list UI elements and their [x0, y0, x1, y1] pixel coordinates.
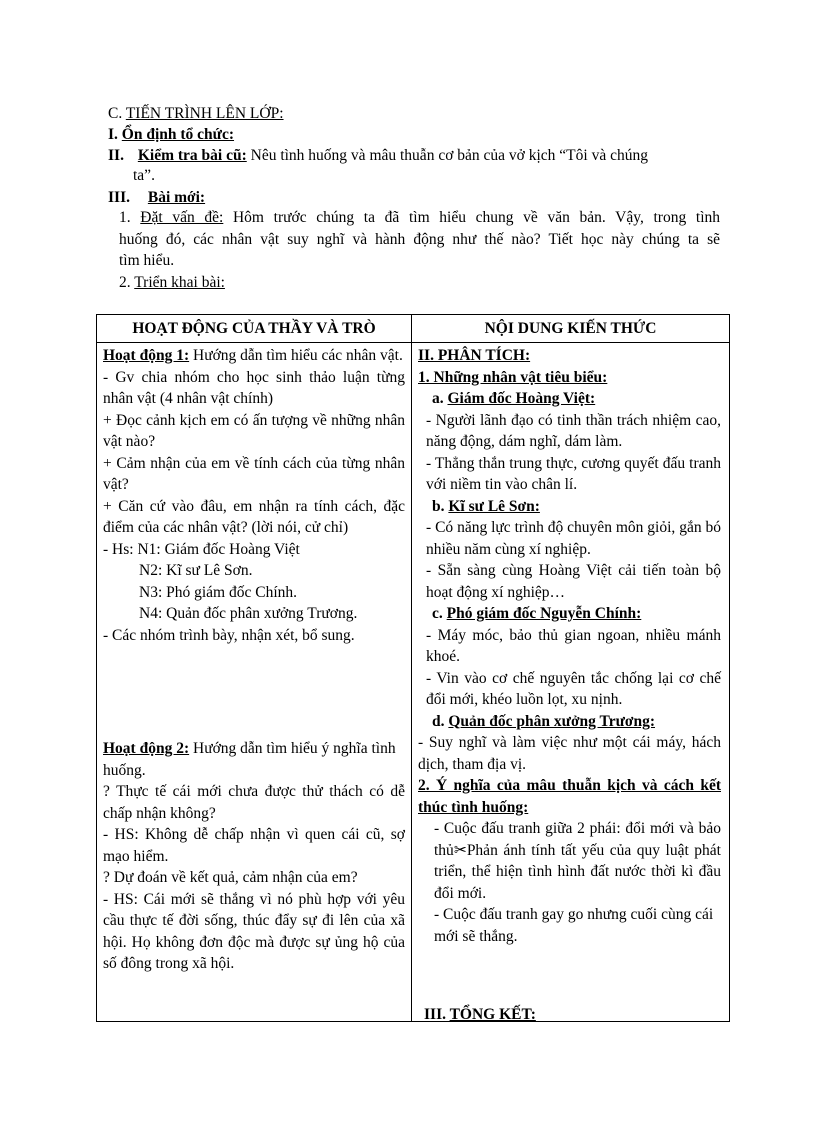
- item-1: [108, 126, 234, 144]
- left-line-6: N2: Kĩ sư Lê Sơn.: [139, 562, 253, 579]
- subsection-characters: 1. Những nhân vật tiêu biểu:: [418, 368, 608, 386]
- char-a-line-1: - Người lãnh đạo có tinh thần trách nhiệm cao, năng động, dám nghĩ, dám làm.: [426, 411, 721, 450]
- char-b-title: Kĩ sư Lê Sơn:: [448, 497, 540, 515]
- item-2-text-cont: ta”.: [133, 167, 155, 184]
- activity-2-text: Hướng dẫn tìm hiểu ý nghĩa tình huống.: [103, 740, 396, 779]
- char-d-title: Quản đốc phân xưởng Trương:: [448, 712, 655, 730]
- char-b-heading: [418, 496, 721, 518]
- lesson-table: [96, 314, 730, 1022]
- summary-num: III.: [424, 1006, 446, 1023]
- deploy-title: Triển khai bài:: [134, 274, 225, 291]
- activity-1-title: Hoạt động 1:: [103, 347, 190, 364]
- left-line-5: - Hs: N1: Giám đốc Hoàng Việt: [103, 540, 300, 558]
- char-b-label: b.: [432, 497, 445, 515]
- item-1-title: Ổn định tổ chức:: [121, 126, 235, 143]
- char-d-line-1: - Suy nghĩ và làm việc như một cái máy, hách dịch, tham địa vị.: [418, 734, 721, 773]
- char-c-title: Phó giám đốc Nguyễn Chính:: [446, 605, 642, 622]
- activity-1: [103, 345, 405, 367]
- table-header-row: [97, 315, 730, 343]
- intro-line-2: huống đó, các nhân vật suy nghĩ và hành động như thế nào? Tiết học này chúng ta sẽ: [119, 231, 720, 248]
- table-body-row: [97, 343, 730, 1022]
- summary-title: TỔNG KẾT:: [449, 1006, 536, 1023]
- item-3: [108, 189, 205, 207]
- section-summary: [418, 1004, 721, 1026]
- left-line-8: N4: Quản đốc phân xưởng Trương.: [139, 605, 358, 622]
- intro-line-3: tìm hiểu.: [119, 252, 175, 269]
- meaning-text-1b: Phản ánh tính tất yếu của quy luật phát triển, thể hiện tình hình đất nước thời kì đầu đổi mới.: [434, 841, 721, 902]
- activities-cell: [97, 343, 412, 1022]
- left-line-10: ? Thực tế cái mới chưa được thử thách có dễ chấp nhận không?: [103, 783, 405, 822]
- item-2-text: Nêu tình huống và mâu thuẫn cơ bản của vở kịch “Tôi và chúng: [246, 147, 648, 164]
- left-line-1: - Gv chia nhóm cho học sinh thảo luận từng nhân vật (4 nhân vật chính): [103, 368, 405, 407]
- intro-num: 1.: [119, 209, 141, 226]
- char-a-label: a.: [432, 390, 444, 407]
- section-c-title: TIẾN TRÌNH LÊN LỚP:: [125, 105, 284, 122]
- item-1-num: I.: [108, 126, 122, 143]
- content-cell: [412, 343, 730, 1022]
- char-c-heading: [418, 603, 721, 625]
- char-b-line-2: - Sẵn sàng cùng Hoàng Việt cải tiến toàn bộ hoạt động xí nghiệp…: [426, 562, 721, 601]
- intro-line-1: [119, 209, 720, 227]
- header-activities: HOẠT ĐỘNG CỦA THẦY VÀ TRÒ: [97, 315, 412, 343]
- item-2: [108, 147, 648, 165]
- char-a-title: Giám đốc Hoàng Việt:: [447, 390, 596, 407]
- char-c-line-1: - Máy móc, bảo thủ gian ngoan, nhiều mánh khoé.: [426, 626, 721, 665]
- intro-title: Đặt vấn đề:: [140, 209, 224, 226]
- char-b-line-1: - Có năng lực trình độ chuyên môn giỏi, gắn bó nhiều năm cùng xí nghiệp.: [426, 519, 721, 558]
- header-content: NỘI DUNG KIẾN THỨC: [412, 315, 730, 343]
- subsection-meaning: 2. Ý nghĩa của mâu thuẫn kịch và cách kết thúc tình huống:: [418, 777, 721, 816]
- left-line-7: N3: Phó giám đốc Chính.: [139, 583, 298, 601]
- deploy-heading: [119, 274, 225, 292]
- char-d-heading: [418, 711, 721, 733]
- left-line-2: + Đọc cảnh kịch em có ấn tượng về những nhân vật nào?: [103, 411, 405, 450]
- scissors-icon: ✂: [453, 841, 467, 859]
- meaning-line-1: [418, 818, 721, 904]
- char-d-label: d.: [432, 712, 445, 730]
- item-2-num: II.: [108, 147, 124, 164]
- activity-1-text: Hướng dẫn tìm hiểu các nhân vật.: [189, 347, 403, 364]
- intro-text-1: Hôm trước chúng ta đã tìm hiểu chung về văn bản. Vậy, trong tình: [223, 209, 721, 226]
- left-line-13: - HS: Cái mới sẽ thắng vì nó phù hợp với yêu cầu thực tế đời sống, thúc đẩy sự đi lên của xã hội. Họ không đơn độc mà được sự ủng hộ của số đông trong xã hội.: [103, 890, 405, 972]
- char-c-label: c.: [432, 605, 443, 622]
- item-2-title: Kiểm tra bài cũ:: [137, 147, 247, 164]
- meaning-text-1: - Cuộc đấu tranh giữa 2 phái: đổi mới và bảo thủ: [434, 820, 721, 859]
- left-line-12: ? Dự đoán về kết quả, cảm nhận của em?: [103, 869, 358, 886]
- left-line-3: + Cảm nhận của em về tính cách của từng nhân vật?: [103, 454, 405, 493]
- left-line-11: - HS: Không dễ chấp nhận vì quen cái cũ, sợ mạo hiểm.: [103, 826, 405, 865]
- left-line-9: - Các nhóm trình bày, nhận xét, bổ sung.: [103, 626, 355, 644]
- char-c-line-2: - Vin vào cơ chế nguyên tắc chống lại cơ chế đổi mới, khéo luồn lọt, xu nịnh.: [426, 669, 721, 708]
- section-analysis: II. PHÂN TÍCH:: [418, 347, 531, 364]
- meaning-line-2: - Cuộc đấu tranh gay go nhưng cuối cùng cái mới sẽ thắng.: [434, 906, 714, 945]
- char-a-heading: [418, 388, 721, 410]
- deploy-num: 2.: [119, 274, 135, 291]
- activity-2-title: Hoạt động 2:: [103, 740, 190, 757]
- section-c-heading: [108, 105, 284, 123]
- left-line-4: + Căn cứ vào đâu, em nhận ra tính cách, đặc điểm của các nhân vật? (lời nói, cử chỉ): [103, 497, 405, 536]
- activity-2: [103, 738, 405, 781]
- char-a-line-2: - Thẳng thắn trung thực, cương quyết đấu tranh với niềm tin vào chân lí.: [426, 454, 721, 493]
- section-c-prefix: C.: [108, 105, 126, 122]
- item-3-num: III.: [108, 189, 130, 206]
- item-3-title: Bài mới:: [147, 189, 206, 206]
